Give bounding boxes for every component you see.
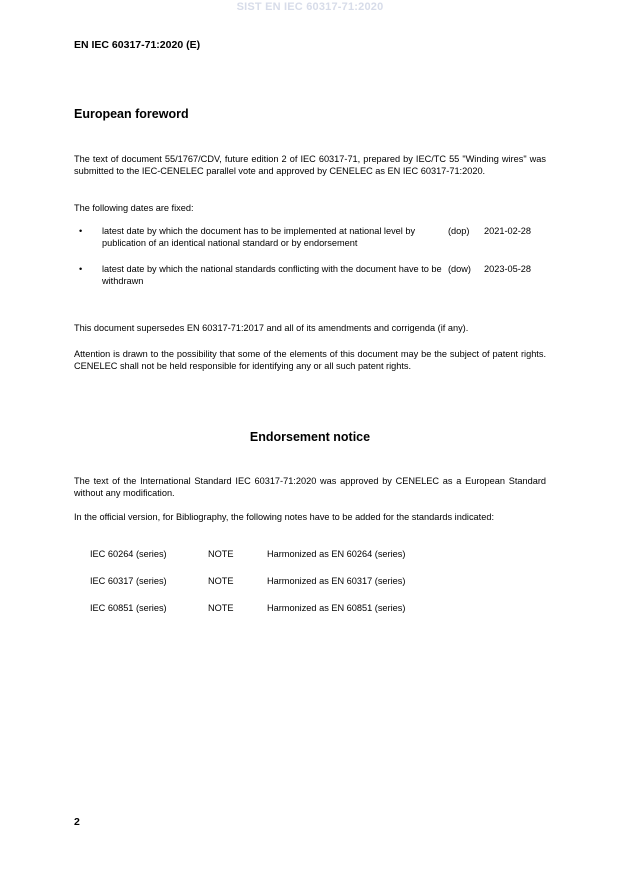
note-row — [90, 603, 510, 630]
note-standard: IEC 60851 (series) — [90, 603, 167, 613]
attention-paragraph: Attention is drawn to the possibility that some of the elements of this document may be the subject of patent rights. CENELEC shall not be held responsible for identifying any or all such patent rights. — [74, 349, 546, 372]
dates-list — [74, 226, 546, 302]
date-value: 2023-05-28 — [484, 264, 531, 274]
note-row — [90, 549, 510, 576]
document-reference: EN IEC 60317-71:2020 (E) — [74, 39, 201, 51]
bullet-icon: • — [79, 264, 83, 274]
note-row — [90, 576, 510, 603]
date-code: (dow) — [448, 264, 471, 274]
official-version-paragraph: In the official version, for Bibliography, the following notes have to be added for the standards indicated: — [74, 512, 494, 522]
foreword-intro-paragraph: The text of document 55/1767/CDV, future edition 2 of IEC 60317-71, prepared by IEC/TC 55 "Winding wires" was submitted to the IEC-CENELEC parallel vote and approved by CENELEC as EN IEC 60317-71:2020. — [74, 154, 546, 177]
page-number: 2 — [74, 816, 80, 828]
endorsement-paragraph: The text of the International Standard IEC 60317-71:2020 was approved by CENELEC as a European Standard without any modification. — [74, 476, 546, 499]
date-description: latest date by which the document has to be implemented at national level by publication of an identical national standard or by endorsement — [102, 226, 416, 248]
note-label: NOTE — [208, 603, 234, 613]
foreword-heading: European foreword — [74, 107, 189, 121]
note-standard: IEC 60264 (series) — [90, 549, 167, 559]
bullet-icon: • — [79, 226, 83, 236]
date-row-dow — [74, 264, 546, 302]
bibliography-notes — [90, 549, 510, 630]
date-description: latest date by which the national standards conflicting with the document have to be withdrawn — [102, 264, 442, 286]
endorsement-heading: Endorsement notice — [249, 430, 371, 444]
date-value: 2021-02-28 — [484, 226, 531, 236]
note-text: Harmonized as EN 60317 (series) — [267, 576, 406, 586]
note-label: NOTE — [208, 549, 234, 559]
supersedes-paragraph: This document supersedes EN 60317-71:2017 and all of its amendments and corrigenda (if any). — [74, 323, 469, 333]
date-code: (dop) — [448, 226, 470, 236]
note-text: Harmonized as EN 60264 (series) — [267, 549, 406, 559]
dates-intro-paragraph: The following dates are fixed: — [74, 203, 194, 213]
note-standard: IEC 60317 (series) — [90, 576, 167, 586]
watermark-text: SIST EN IEC 60317-71:2020 — [236, 1, 384, 13]
date-row-dop — [74, 226, 546, 264]
note-label: NOTE — [208, 576, 234, 586]
note-text: Harmonized as EN 60851 (series) — [267, 603, 406, 613]
